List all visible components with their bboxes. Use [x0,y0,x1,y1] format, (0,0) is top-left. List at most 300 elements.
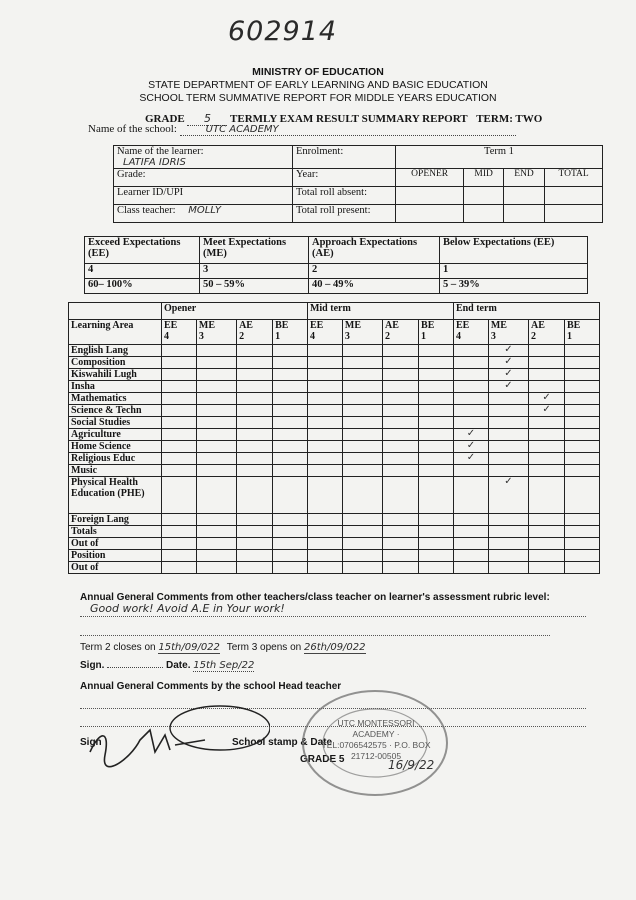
score-cell [419,526,454,538]
col-points: 1 [567,331,572,342]
score-cell [273,417,308,429]
score-cell [237,381,273,393]
score-cell [565,393,600,405]
col-code: ME [344,320,361,331]
score-cell [453,345,488,357]
learner-name-cell: Name of the learner: LATIFA IDRIS [114,146,293,169]
score-cell [196,345,236,357]
col-points: 4 [164,331,169,342]
score-cell [237,562,273,574]
col-points: 3 [490,331,496,342]
score-cell [342,562,382,574]
score-cell [565,441,600,453]
score-cell [196,417,236,429]
absent-cell: Total roll absent: [293,187,396,205]
score-cell [196,393,236,405]
score-cell [488,526,528,538]
teacher-comments-label: Annual General Comments from other teachers/class teacher on learner's assessment rubric level: [80,592,550,603]
score-cell [307,538,342,550]
score-cell [307,477,342,514]
score-cell [565,550,600,562]
grid-col-header [488,320,528,345]
check-icon: ✓ [504,476,513,487]
score-cell [273,465,308,477]
table-row [69,453,600,465]
table-row [69,441,600,453]
col-points: 1 [421,331,427,342]
ee-points: 4 [85,264,200,279]
score-cell [383,477,419,514]
score-cell [383,453,419,465]
score-cell [237,393,273,405]
endterm-group-header: End term [453,303,599,320]
school-line [88,123,516,136]
score-cell [529,357,565,369]
levels-table [84,236,588,294]
score-cell [419,393,454,405]
score-cell [529,345,565,357]
table-row [69,345,600,357]
score-cell [529,381,565,393]
col-code: BE [275,320,289,331]
score-cell [529,526,565,538]
score-cell [196,405,236,417]
score-cell [342,429,382,441]
table-row [69,526,600,538]
score-cell [383,526,419,538]
table-row [69,405,600,417]
score-cell [162,477,197,514]
term-dates-line [80,642,366,653]
score-cell [419,465,454,477]
score-cell [307,526,342,538]
score-cell [453,538,488,550]
subject-name: Mathematics [69,393,162,405]
score-cell [342,514,382,526]
me-range: 50 – 59% [200,279,309,294]
score-cell [307,381,342,393]
score-cell [342,405,382,417]
col-points: 1 [275,331,281,342]
score-cell [488,538,528,550]
score-cell [565,514,600,526]
table-row [69,465,600,477]
score-cell [529,369,565,381]
ae-label: Approach Expectations (AE) [309,237,440,264]
report-title: TERMLY EXAM RESULT SUMMARY REPORT [230,113,468,125]
score-cell [307,393,342,405]
subject-name: Agriculture [69,429,162,441]
score-cell [162,526,197,538]
grid-col-header [453,320,488,345]
subject-name: Social Studies [69,417,162,429]
table-row [69,417,600,429]
score-cell [237,453,273,465]
score-cell [383,357,419,369]
table-row [69,381,600,393]
score-cell [342,369,382,381]
grade-value: 5 [187,112,227,126]
score-cell [529,393,565,405]
score-cell [419,417,454,429]
ae-range: 40 – 49% [309,279,440,294]
ee-label: Exceed Expectations (EE) [85,237,200,264]
score-cell [273,550,308,562]
score-cell [565,526,600,538]
score-cell [565,562,600,574]
learner-name-value: LATIFA IDRIS [123,157,186,168]
score-cell [529,405,565,417]
grid-col-header [342,320,382,345]
score-cell [342,477,382,514]
col-points: 4 [309,331,315,342]
date-value: 15th Sep/22 [193,660,255,671]
score-cell [273,477,308,514]
table-row [69,477,600,514]
score-cell [383,405,419,417]
score-cell [383,465,419,477]
sign-date-line [80,660,254,671]
score-cell [307,453,342,465]
score-cell [237,550,273,562]
score-cell [196,538,236,550]
score-cell [419,429,454,441]
subject-name: Insha [69,381,162,393]
table-row [69,357,600,369]
footer-row-label: Out of [69,562,162,574]
score-cell [196,357,236,369]
sign-label: Sign. [80,660,105,671]
end-col: END [503,169,544,187]
score-cell [196,477,236,514]
score-cell [162,465,197,477]
score-cell [488,393,528,405]
score-cell [237,465,273,477]
score-cell [453,393,488,405]
grid-col-header [565,320,600,345]
table-row [69,550,600,562]
score-cell [453,526,488,538]
score-cell [162,369,197,381]
score-cell [196,369,236,381]
score-cell [273,453,308,465]
score-cell [342,453,382,465]
stamp-date: 16/9/22 [388,758,435,772]
sign-value [107,667,163,668]
score-cell [196,429,236,441]
score-cell [162,453,197,465]
sign2-label: Sign [80,737,102,748]
score-cell [453,477,488,514]
subject-name: Kiswahili Lugh [69,369,162,381]
score-cell [237,357,273,369]
grid-col-header [383,320,419,345]
grid-col-header [237,320,273,345]
grid-col-header [529,320,565,345]
score-cell [196,562,236,574]
score-cell [273,381,308,393]
class-teacher-value: MOLLY [188,205,222,216]
footer-row-label: Position [69,550,162,562]
head-comments-label: Annual General Comments by the school Head teacher [80,681,342,692]
score-cell [383,381,419,393]
score-cell [453,357,488,369]
check-icon: ✓ [504,380,513,391]
col-code: AE [385,320,399,331]
score-cell [419,562,454,574]
school-label: Name of the school: [88,123,177,135]
score-cell [565,465,600,477]
score-cell [196,550,236,562]
col-code: EE [455,320,470,331]
score-cell [237,429,273,441]
score-cell [273,441,308,453]
score-cell [237,369,273,381]
score-cell [237,405,273,417]
score-cell [307,429,342,441]
score-cell [488,465,528,477]
col-points: 2 [385,331,391,342]
score-cell [273,393,308,405]
report-type-heading: SCHOOL TERM SUMMATIVE REPORT FOR MIDDLE YEARS EDUCATION [139,92,497,104]
score-cell [342,381,382,393]
score-cell [383,538,419,550]
score-cell [488,429,528,441]
check-icon: ✓ [466,428,476,439]
score-cell [196,465,236,477]
teacher-comment-value: Good work! Avoid A.E in Your work! [80,602,586,617]
col-code: EE [164,320,178,331]
opener-group-header: Opener [162,303,308,320]
score-cell [488,477,528,514]
score-cell [383,514,419,526]
score-cell [488,405,528,417]
table-row [69,393,600,405]
department-heading: STATE DEPARTMENT OF EARLY LEARNING AND BASIC EDUCATION [148,79,488,91]
score-cell [529,477,565,514]
grid-col-header [307,320,342,345]
score-cell [162,417,197,429]
score-cell [162,550,197,562]
score-cell [383,429,419,441]
score-cell [162,441,197,453]
subject-name: Music [69,465,162,477]
col-points: 3 [344,331,350,342]
col-points: 2 [531,331,537,342]
score-cell [196,514,236,526]
col-points: 4 [455,331,461,342]
score-cell [488,357,528,369]
score-cell [488,562,528,574]
score-cell [453,514,488,526]
score-cell [419,357,454,369]
score-cell [453,453,488,465]
score-cell [419,441,454,453]
score-cell [307,550,342,562]
score-cell [273,429,308,441]
table-row [69,538,600,550]
score-cell [307,369,342,381]
score-cell [488,369,528,381]
grade-label: GRADE [145,113,185,125]
score-cell [488,550,528,562]
score-cell [237,526,273,538]
mid-col: MID [464,169,504,187]
score-cell [529,417,565,429]
learner-info-table [113,145,603,223]
score-cell [453,465,488,477]
col-code: ME [490,320,507,331]
score-cell [162,429,197,441]
footer-row-label: Out of [69,538,162,550]
score-cell [273,514,308,526]
score-cell [529,441,565,453]
score-cell [565,417,600,429]
be-label: Below Expectations (EE) [440,237,588,264]
score-cell [419,477,454,514]
me-label: Meet Expectations (ME) [200,237,309,264]
score-cell [273,357,308,369]
subject-name: Science & Techn [69,405,162,417]
score-cell [565,429,600,441]
score-cell [529,429,565,441]
score-cell [419,369,454,381]
subject-name: Foreign Lang [69,514,162,526]
score-cell [342,441,382,453]
check-icon: ✓ [466,440,476,451]
total-col: TOTAL [545,169,603,187]
score-cell [419,381,454,393]
score-cell [565,453,600,465]
subject-name: Physical Health Education (PHE) [69,477,162,514]
score-cell [453,562,488,574]
score-cell [488,381,528,393]
score-cell [383,345,419,357]
check-icon: ✓ [542,404,551,415]
score-cell [565,405,600,417]
subject-name: Home Science [69,441,162,453]
score-cell [342,345,382,357]
score-cell [419,514,454,526]
subject-name: Composition [69,357,162,369]
score-cell [196,453,236,465]
table-row [69,369,600,381]
stamp-text: UTC MONTESSORI ACADEMY · TEL:0706542575 · P.O. BOX 21712-00505 [321,718,431,761]
term-label: TERM: TWO [476,113,543,125]
score-cell [529,562,565,574]
score-cell [162,514,197,526]
score-cell [237,345,273,357]
score-cell [383,417,419,429]
term2-label: Term 2 closes on [80,642,156,653]
school-stamp [300,688,450,798]
score-cell [237,477,273,514]
footer-row-label: Totals [69,526,162,538]
score-cell [565,477,600,514]
score-cell [307,514,342,526]
check-icon: ✓ [504,368,513,379]
score-cell [342,417,382,429]
score-cell [383,369,419,381]
score-cell [273,538,308,550]
grid-col-header [196,320,236,345]
score-cell [419,538,454,550]
grade-footer: GRADE 5 [300,754,345,765]
score-cell [342,393,382,405]
grid-col-header [162,320,197,345]
score-cell [453,405,488,417]
table-row [69,562,600,574]
score-cell [565,538,600,550]
score-cell [196,441,236,453]
score-cell [196,526,236,538]
score-cell [488,345,528,357]
score-cell [307,345,342,357]
ministry-heading: MINISTRY OF EDUCATION [252,66,384,78]
score-cell [453,429,488,441]
table-row [69,429,600,441]
enrolment-cell: Enrolment: [293,146,396,169]
term3-value: 26th/09/022 [303,642,366,653]
score-cell [453,369,488,381]
score-cell [273,345,308,357]
score-cell [565,381,600,393]
score-cell [307,562,342,574]
col-code: BE [567,320,581,331]
score-cell [383,393,419,405]
learning-area-header: Learning Area [69,320,162,345]
term1-header: Term 1 [396,146,603,169]
score-cell [383,441,419,453]
score-cell [307,417,342,429]
score-cell [383,562,419,574]
score-cell [453,417,488,429]
score-cell [307,465,342,477]
year-cell: Year: [293,169,396,187]
check-icon: ✓ [504,344,513,355]
score-cell [529,538,565,550]
subject-name: Religious Educ [69,453,162,465]
score-cell [453,441,488,453]
col-code: AE [531,320,545,331]
score-cell [419,405,454,417]
midterm-group-header: Mid term [307,303,453,320]
score-cell [565,345,600,357]
term3-label: Term 3 opens on [226,642,302,653]
stamp-label: School stamp & Date [232,737,333,748]
table-row [69,514,600,526]
col-code: BE [421,320,435,331]
check-icon: ✓ [466,452,476,463]
score-cell [273,562,308,574]
grid-col-header [273,320,308,345]
score-cell [162,357,197,369]
score-cell [307,441,342,453]
score-cell [488,441,528,453]
score-cell [383,550,419,562]
score-cell [342,550,382,562]
score-cell [162,393,197,405]
score-cell [488,453,528,465]
col-code: AE [239,320,253,331]
check-icon: ✓ [542,392,551,403]
score-cell [342,465,382,477]
school-value: UTC ACADEMY [180,124,516,136]
check-icon: ✓ [504,356,513,367]
score-cell [162,405,197,417]
assessment-grid [68,302,600,574]
comment-line-2 [80,623,550,636]
